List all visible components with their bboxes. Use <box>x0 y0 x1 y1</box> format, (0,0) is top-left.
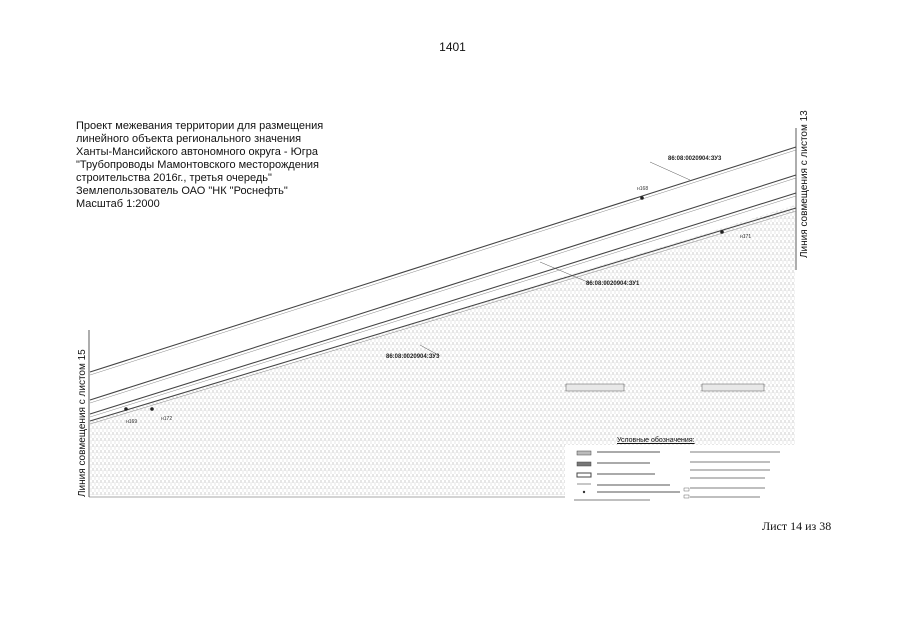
title-line: Проект межевания территории для размещения <box>76 120 324 132</box>
title-line: Ханты-Мансийского автономного округа - Югра <box>76 146 318 158</box>
survey-point-marker <box>720 230 724 234</box>
survey-point-marker <box>150 407 154 411</box>
small-boxed-label <box>702 384 764 391</box>
parcel-label-zu1: 86:08:0020904:ЗУ1 <box>586 281 640 287</box>
small-boxed-label <box>566 384 624 391</box>
right-alignment-label: Линия совмещения с листом 13 <box>799 110 810 258</box>
point-label-172: н172 <box>161 416 173 422</box>
title-line: "Трубопроводы Мамонтовского месторождения <box>76 159 320 171</box>
parcel-label-zu3-bottom: 86:08:0020904:ЗУ3 <box>386 354 440 360</box>
sheet-label: Лист 14 из 38 <box>762 519 832 533</box>
leader-line <box>650 162 690 180</box>
survey-point-marker <box>640 196 644 200</box>
legend-title: Условные обозначения: <box>617 437 695 444</box>
parcel-label-zu3-top: 86:08:0020904:ЗУ3 <box>668 156 722 162</box>
point-label-169: н169 <box>126 419 138 425</box>
point-label-168: н168 <box>637 186 649 192</box>
point-label-171: н171 <box>740 234 752 240</box>
scale-line: Масштаб 1:2000 <box>76 198 160 210</box>
page-number: 1401 <box>439 40 466 54</box>
survey-point-marker <box>124 407 128 411</box>
title-line: Землепользователь ОАО "НК "Роснефть" <box>76 185 288 197</box>
title-line: строительства 2016г., третья очередь" <box>76 172 272 184</box>
title-line: линейного объекта регионального значения <box>76 133 302 145</box>
left-alignment-label: Линия совмещения с листом 15 <box>77 349 88 497</box>
